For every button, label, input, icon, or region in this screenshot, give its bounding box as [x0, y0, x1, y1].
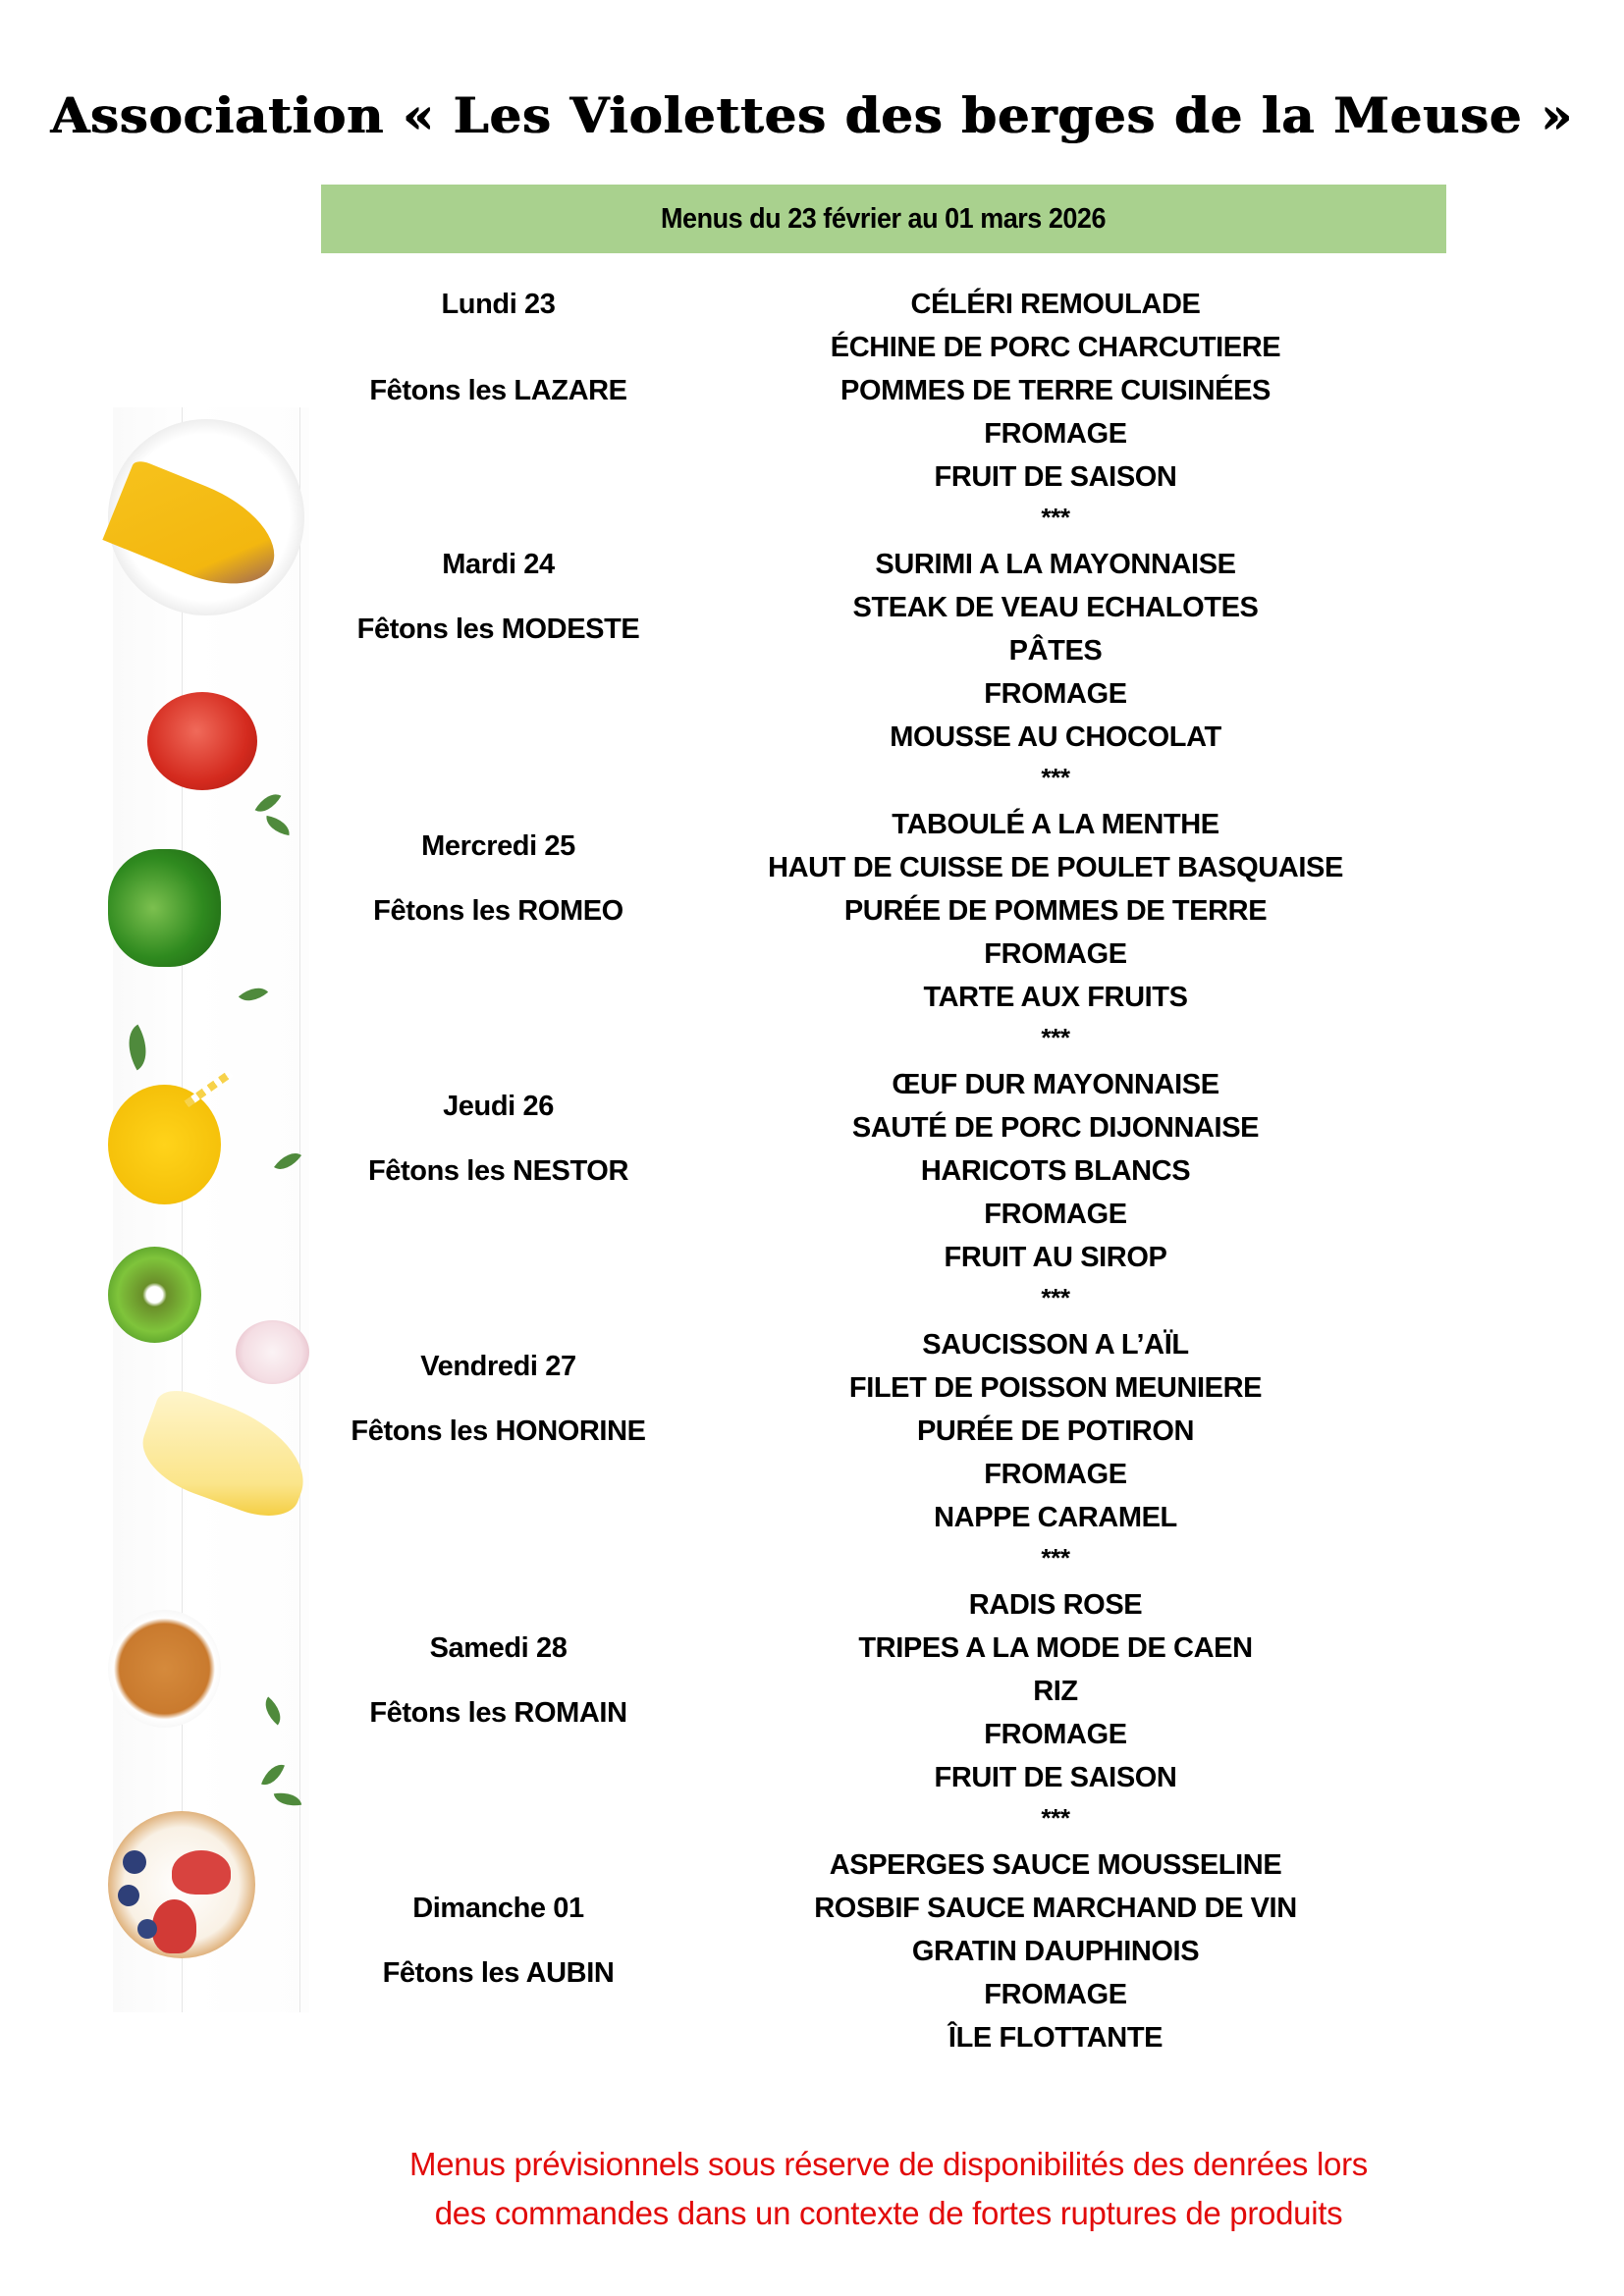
separator: ***	[1041, 763, 1070, 792]
saint-label: Fêtons les AUBIN	[382, 1957, 615, 1989]
separator: ***	[1041, 1803, 1070, 1833]
dish-main: FILET DE POISSON MEUNIERE	[848, 1372, 1263, 1404]
dish-main: ROSBIF SAUCE MARCHAND DE VIN	[814, 1893, 1297, 1924]
page-title: Association « Les Violettes des berges de la Meuse »	[50, 86, 1574, 144]
dish-main: TRIPES A LA MODE DE CAEN	[858, 1632, 1253, 1664]
dish-starter: TABOULÉ A LA MENTHE	[892, 809, 1219, 840]
dish-cheese: FROMAGE	[984, 1199, 1127, 1230]
dish-cheese: FROMAGE	[984, 678, 1127, 710]
dish-side: PURÉE DE POMMES DE TERRE	[843, 895, 1268, 927]
dish-side: PURÉE DE POTIRON	[916, 1415, 1195, 1447]
dish-cheese: FROMAGE	[984, 418, 1127, 450]
week-banner-label: Menus du 23 février au 01 mars 2026	[661, 202, 1107, 235]
dish-cheese: FROMAGE	[984, 1459, 1127, 1490]
dish-starter: ASPERGES SAUCE MOUSSELINE	[829, 1849, 1282, 1881]
onion-icon	[236, 1320, 309, 1384]
dish-starter: SURIMI A LA MAYONNAISE	[875, 549, 1236, 580]
dish-starter: RADIS ROSE	[968, 1589, 1143, 1621]
kiwi-icon	[108, 1247, 201, 1343]
green-pepper-icon	[108, 849, 221, 967]
dish-side: PÂTES	[1008, 635, 1103, 667]
orange-juice-icon	[108, 1085, 221, 1204]
dish-cheese: FROMAGE	[984, 1719, 1127, 1750]
day-label: Mercredi 25	[421, 830, 575, 862]
day-label: Dimanche 01	[412, 1893, 584, 1924]
dish-dessert: FRUIT DE SAISON	[934, 1762, 1177, 1793]
dish-main: ÉCHINE DE PORC CHARCUTIERE	[830, 332, 1281, 363]
dish-dessert: TARTE AUX FRUITS	[923, 982, 1188, 1013]
dish-side: HARICOTS BLANCS	[920, 1155, 1191, 1187]
saint-label: Fêtons les NESTOR	[367, 1155, 628, 1187]
dish-cheese: FROMAGE	[984, 938, 1127, 970]
dish-side: POMMES DE TERRE CUISINÉES	[840, 375, 1271, 406]
day-label: Mardi 24	[442, 549, 555, 580]
day-label: Lundi 23	[441, 289, 556, 320]
cheese-icon	[132, 1383, 320, 1527]
separator: ***	[1041, 1543, 1070, 1573]
dish-cheese: FROMAGE	[984, 1979, 1127, 2010]
coffee-cup-icon	[108, 1610, 221, 1728]
saint-label: Fêtons les ROMEO	[373, 895, 623, 927]
disclaimer-line-1: Menus prévisionnels sous réserve de disponibilités des denrées lors	[409, 2146, 1368, 2182]
dish-dessert: MOUSSE AU CHOCOLAT	[890, 721, 1221, 753]
separator: ***	[1041, 503, 1070, 532]
dish-main: STEAK DE VEAU ECHALOTES	[852, 592, 1259, 623]
dish-dessert: FRUIT AU SIROP	[944, 1242, 1167, 1273]
dish-dessert: FRUIT DE SAISON	[934, 461, 1177, 493]
dish-side: GRATIN DAUPHINOIS	[911, 1936, 1200, 1967]
availability-disclaimer	[295, 2140, 1483, 2238]
dish-dessert: ÎLE FLOTTANTE	[947, 2022, 1164, 2054]
dish-dessert: NAPPE CARAMEL	[934, 1502, 1177, 1533]
saint-label: Fêtons les LAZARE	[369, 375, 627, 406]
dish-starter: ŒUF DUR MAYONNAISE	[892, 1069, 1219, 1100]
dish-main: SAUTÉ DE PORC DIJONNAISE	[851, 1112, 1260, 1144]
day-label: Vendredi 27	[420, 1351, 576, 1382]
saint-label: Fêtons les HONORINE	[351, 1415, 646, 1447]
dish-starter: SAUCISSON A L’AÏL	[922, 1329, 1189, 1361]
separator: ***	[1041, 1023, 1070, 1052]
disclaimer-line-2: des commandes dans un contexte de fortes ruptures de produits	[434, 2195, 1343, 2231]
saint-label: Fêtons les MODESTE	[356, 614, 640, 645]
day-label: Jeudi 26	[443, 1091, 554, 1122]
dish-main: HAUT DE CUISSE DE POULET BASQUAISE	[768, 852, 1343, 883]
tomato-icon	[147, 692, 257, 790]
saint-label: Fêtons les ROMAIN	[369, 1697, 627, 1729]
food-photo-strip	[113, 407, 309, 2012]
day-label: Samedi 28	[429, 1632, 568, 1664]
week-banner	[321, 185, 1446, 253]
dish-starter: CÉLÉRI REMOULADE	[910, 289, 1201, 320]
separator: ***	[1041, 1283, 1070, 1312]
dish-side: RIZ	[1033, 1676, 1078, 1707]
